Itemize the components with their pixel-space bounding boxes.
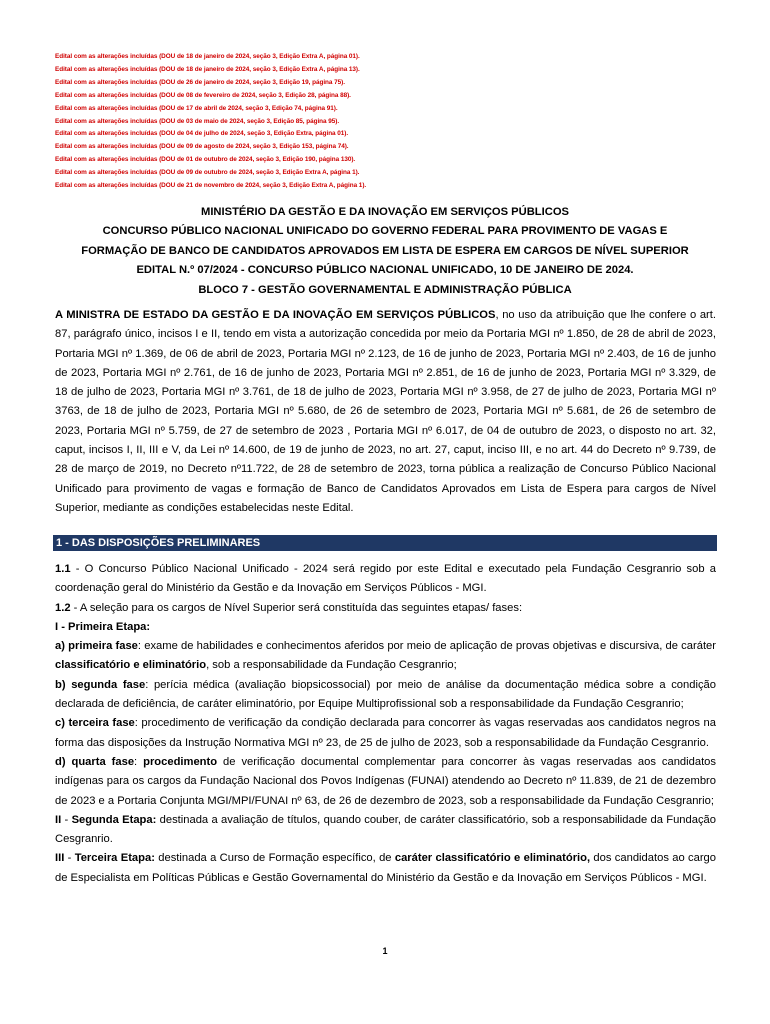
item-separator: -	[64, 852, 75, 865]
contest-title-line-1: CONCURSO PÚBLICO NACIONAL UNIFICADO DO GOVERNO FEDERAL PARA PROVIMENTO DE VAGAS E	[102, 225, 668, 238]
paragraph-text: - A seleção para os cargos de Nível Superior será constituída das seguintes etapas/ fases:	[70, 601, 523, 614]
item-number: 1.1	[55, 563, 71, 575]
item-separator: -	[61, 813, 72, 826]
alteration-note: Edital com as alterações incluídas (DOU de 09 de outubro de 2024, seção 3, Edição Extra A, página 1).	[55, 169, 360, 177]
item-emphasis: classificatório e eliminatório	[55, 659, 207, 672]
etapa-label: I - Primeira Etapa:	[55, 620, 151, 633]
alterations-list	[55, 51, 715, 193]
alteration-note: Edital com as alterações incluídas (DOU de 03 de maio de 2024, seção 3, Edição 85, página 95).	[55, 117, 340, 125]
item-b	[55, 676, 716, 715]
alteration-note: Edital com as alterações incluídas (DOU de 18 de janeiro de 2024, seção 3, Edição Extra A, página 13).	[55, 65, 360, 73]
intro-text: , no uso da atribuição que lhe confere o art. 87, parágrafo único, incisos I e II, tendo em vista a autorização concedida por meio da Portaria MGI nº 1.850, de 28 de abril de 2023, Portaria MGI nº 1.369, de 06 de abril de 2023, Portaria MGI nº 2.123, de 16 de junho de 2023, Portaria MGI nº 2.403, de 16 de junho de 2023, Portaria MGI nº 2.761, de 16 de junho de 2023, Portaria MGI nº 2.851, de 16 de junho de 2023, Portaria MGI nº 3.329, de 18 de julho de 2023, Portaria MGI nº 3.761, de 18 de julho de 2023, Portaria MGI nº 3.958, de 27 de julho de 2023, Portaria MGI nº 3763, de 18 de julho de 2023, Portaria MGI nº 5.680, de 26 de setembro de 2023, Portaria MGI nº 5.681, de 26 de setembro de 2023, Portaria MGI nº 5.759, de 27 de setembro de 2023 , Portaria MGI nº 6.017, de 04 de outubro de 2023, o disposto no art. 32, caput, incisos I, II, III e V, da Lei nº 14.600, de 19 de junho de 2023, no art. 27, caput, inciso III, e no art. 44 do Decreto nº 9.739, de 28 de março de 2019, no Decreto nº11.722, de 28 de setembro de 2023, torna pública a realização de Concurso Público Nacional Unificado para provimento de vagas e formação de Banco de Candidatos Aprovados em Lista de Espera para cargos de Nível Superior, mediante as condições estabelecidas neste Edital.	[55, 309, 716, 514]
item-label: d) quarta fase	[55, 755, 135, 768]
item-text: , sob a responsabilidade da Fundação Cesgranrio;	[206, 659, 457, 672]
item-text: : perícia médica (avaliação biopsicossocial) por meio de análise da documentação médica sobre a condição declarada de deficiência, de caráter eliminatório, por Equipe Multiprofissional sob a responsabilidade da Fundação Cesgranrio;	[55, 678, 716, 711]
item-emphasis: procedimento	[143, 755, 218, 768]
item-text: dos candidatos ao cargo de Especialista em Políticas Públicas e Gestão Governamental do Ministério da Gestão e da Inovação em Serviços Públicos - MGI.	[55, 852, 716, 884]
item-d	[55, 753, 716, 811]
alteration-note: Edital com as alterações incluídas (DOU de 17 de abril de 2024, seção 3, Edição 74, página 91).	[55, 104, 338, 112]
ministry-title: MINISTÉRIO DA GESTÃO E DA INOVAÇÃO EM SERVIÇOS PÚBLICOS	[201, 206, 569, 218]
item-number: III	[55, 852, 65, 865]
paragraph-1-1	[55, 560, 716, 599]
item-number: 1.2	[55, 601, 71, 614]
alteration-note: Edital com as alterações incluídas (DOU de 08 de fevereiro de 2024, seção 3, Edição 28, página 88).	[55, 91, 351, 99]
alteration-note: Edital com as alterações incluídas (DOU de 09 de agosto de 2024, seção 3, Edição 153, página 74).	[55, 143, 349, 151]
etapa-1-heading	[55, 618, 716, 637]
alteration-note: Edital com as alterações incluídas (DOU de 21 de novembro de 2024, seção 3, Edição Extra A, página 1).	[55, 182, 367, 190]
item-text: : exame de habilidades e conhecimentos aferidos por meio de aplicação de provas objetivas e discursiva, de caráter	[137, 640, 716, 653]
item-text: : procedimento de verificação da condição declarada para concorrer às vagas reservadas aos candidatos negros na forma das disposições da Instrução Normativa MGI nº 23, de 25 de julho de 2023, sob a responsabilidade da Fundação Cesgranrio.	[55, 717, 716, 749]
page-number: 1	[382, 946, 388, 956]
alteration-note: Edital com as alterações incluídas (DOU de 04 de julho de 2024, seção 3, Edição Extra, página 01).	[55, 130, 349, 138]
alteration-note: Edital com as alterações incluídas (DOU de 26 de janeiro de 2024, seção 3, Edição 19, página 75).	[55, 78, 345, 86]
item-number: II	[55, 813, 62, 826]
section-1-content	[55, 560, 716, 888]
paragraph-1-2	[55, 599, 716, 618]
item-text: destinada a Curso de Formação específico, de	[154, 852, 395, 865]
item-label: b) segunda fase	[55, 678, 146, 691]
alteration-note: Edital com as alterações incluídas (DOU de 18 de janeiro de 2024, seção 3, Edição Extra A, página 01).	[55, 53, 360, 60]
alteration-note: Edital com as alterações incluídas (DOU de 01 de outubro de 2024, seção 3, Edição 190, página 130).	[55, 156, 356, 164]
etapa-3	[55, 849, 716, 888]
contest-title-line-2: FORMAÇÃO DE BANCO DE CANDIDATOS APROVADOS EM LISTA DE ESPERA EM CARGOS DE NÍVEL SUPERIOR	[81, 244, 689, 257]
item-a	[55, 637, 716, 676]
item-label: c) terceira fase	[55, 717, 135, 730]
item-label: a) primeira fase	[55, 640, 138, 653]
paragraph-text: - O Concurso Público Nacional Unificado - 2024 será regido por este Edital e executado pela Fundação Cesgranrio sob a coordenação geral do Ministério da Gestão e da Inovação em Serviços Públicos - MGI.	[55, 563, 716, 595]
item-emphasis: caráter classificatório e eliminatório,	[394, 852, 591, 865]
edital-number: EDITAL N.º 07/2024 - CONCURSO PÚBLICO NACIONAL UNIFICADO, 10 DE JANEIRO DE 2024.	[136, 264, 634, 277]
intro-lead: A MINISTRA DE ESTADO DA GESTÃO E DA INOVAÇÃO EM SERVIÇOS PÚBLICOS	[55, 309, 496, 321]
item-text: destinada a avaliação de títulos, quando couber, de caráter classificatório, sob a responsabilidade da Fundação Cesgranrio.	[55, 813, 716, 846]
intro-paragraph	[55, 306, 716, 518]
etapa-2	[55, 811, 716, 850]
etapa-label: Segunda Etapa:	[71, 813, 157, 826]
item-separator: :	[134, 755, 144, 768]
bloco-title: BLOCO 7 - GESTÃO GOVERNAMENTAL E ADMINISTRAÇÃO PÚBLICA	[198, 283, 572, 296]
document-title-block	[40, 203, 730, 300]
item-text: de verificação documental complementar para concorrer às vagas reservadas aos candidatos indígenas para os cargos da Fundação Nacional dos Povos Indígenas (FUNAI) atendendo ao Decreto nº 11.839, de 21 de dezembro de 2023 e a Portaria Conjunta MGI/MPI/FUNAI nº 63, de 26 de dezembro de 2023, sob a responsabilidade da Fundação Cesgranrio;	[55, 755, 716, 807]
section-heading-1: 1 - DAS DISPOSIÇÕES PRELIMINARES	[53, 535, 717, 551]
etapa-label: Terceira Etapa:	[74, 852, 155, 865]
item-c	[55, 714, 716, 753]
